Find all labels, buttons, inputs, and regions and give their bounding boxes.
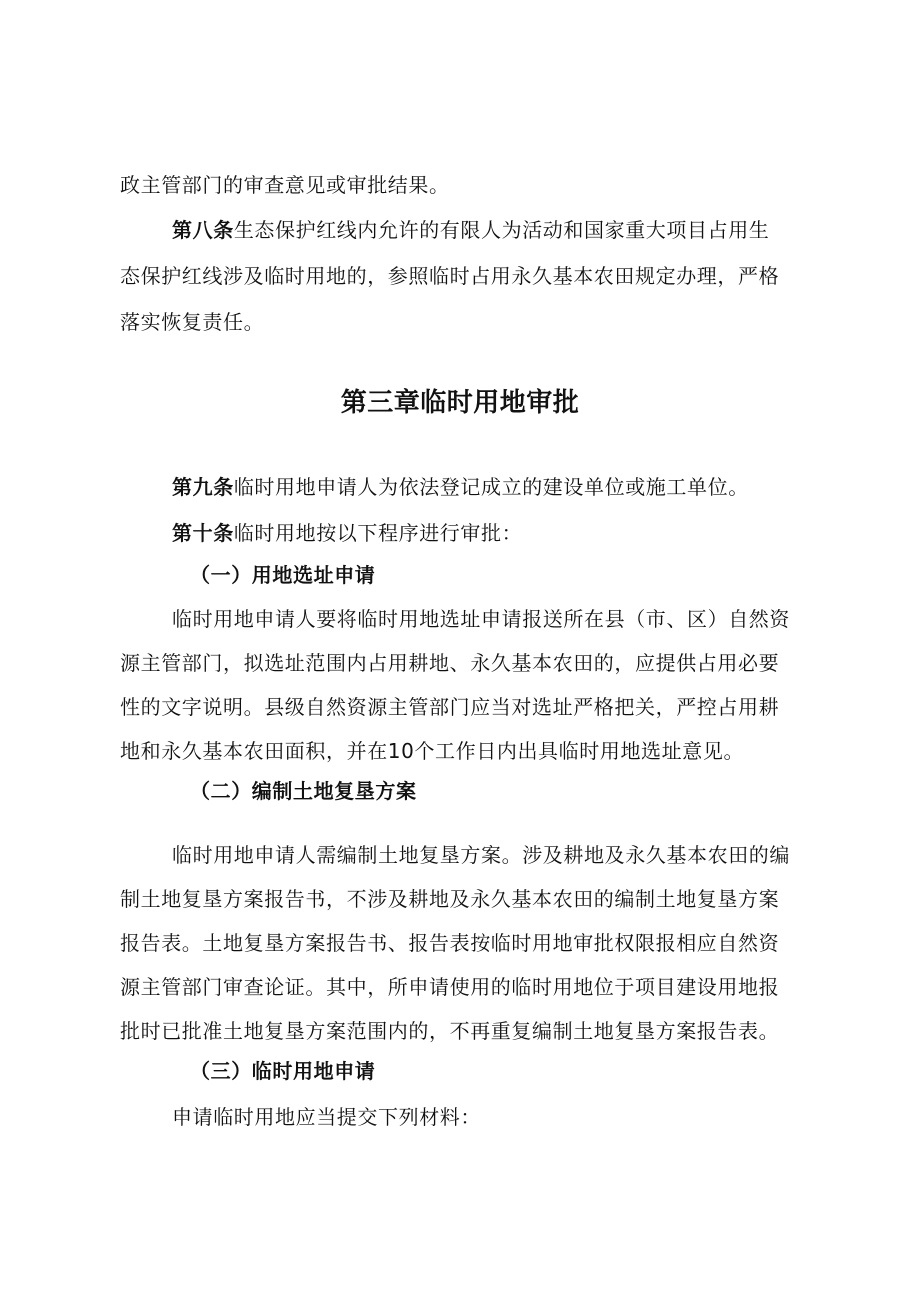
section-2-line-1: 临时用地申请人需编制土地复垦方案。涉及耕地及永久基本农田的编 xyxy=(172,843,790,867)
article-9-line xyxy=(172,472,812,502)
section-2-line-5: 批时已批准土地复垦方案范围内的，不再重复编制土地复垦方案报告表。 xyxy=(120,1019,780,1043)
text-span: 政主管部门的审查意见或审批结果。 xyxy=(120,173,450,197)
article-9-heading: 第九条 xyxy=(172,475,234,499)
text-span: 临时用地申请人为依法登记成立的建设单位或施工单位。 xyxy=(233,475,749,499)
section-3-title: （三）临时用地申请 xyxy=(190,1059,376,1083)
text-span: 态保护红线涉及临时用地的，参照临时占用永久基本农田规定办理，严格 xyxy=(120,264,780,288)
paragraph-line xyxy=(120,170,810,200)
article-10-heading: 第十条 xyxy=(172,521,234,545)
section-2-line-3: 报告表。土地复垦方案报告书、报告表按临时用地审批权限报相应自然资 xyxy=(120,931,780,955)
section-2-line-2: 制土地复垦方案报告书，不涉及耕地及永久基本农田的编制土地复垦方案 xyxy=(120,887,780,911)
article-8-line-1 xyxy=(172,215,812,245)
article-8-line-3 xyxy=(120,307,810,337)
section-1-line-1: 临时用地申请人要将临时用地选址申请报送所在县（市、区）自然资 xyxy=(172,607,790,631)
section-2-line-4: 源主管部门审查论证。其中，所申请使用的临时用地位于项目建设用地报 xyxy=(120,975,780,999)
article-10-line xyxy=(172,518,812,548)
section-1-line-4: 地和永久基本农田面积，并在10个工作日内出具临时用地选址意见。 xyxy=(120,739,745,763)
section-1-line-2: 源主管部门，拟选址范围内占用耕地、永久基本农田的，应提供占用必要 xyxy=(120,651,780,675)
article-8-line-2 xyxy=(120,261,810,291)
section-2-title: （二）编制土地复垦方案 xyxy=(190,779,417,803)
section-1-title: （一）用地选址申请 xyxy=(190,563,376,587)
section-1-line-3: 性的文字说明。县级自然资源主管部门应当对选址严格把关，严控占用耕 xyxy=(120,695,780,719)
text-span: 落实恢复责任。 xyxy=(120,310,265,334)
section-3-line-1: 申请临时用地应当提交下列材料： xyxy=(172,1105,481,1129)
text-span: 生态保护红线内允许的有限人为活动和国家重大项目占用生 xyxy=(233,218,770,242)
text-span: 临时用地按以下程序进行审批： xyxy=(233,521,523,545)
chapter-title: 第三章临时用地审批 xyxy=(340,388,580,418)
article-8-heading: 第八条 xyxy=(172,218,234,242)
